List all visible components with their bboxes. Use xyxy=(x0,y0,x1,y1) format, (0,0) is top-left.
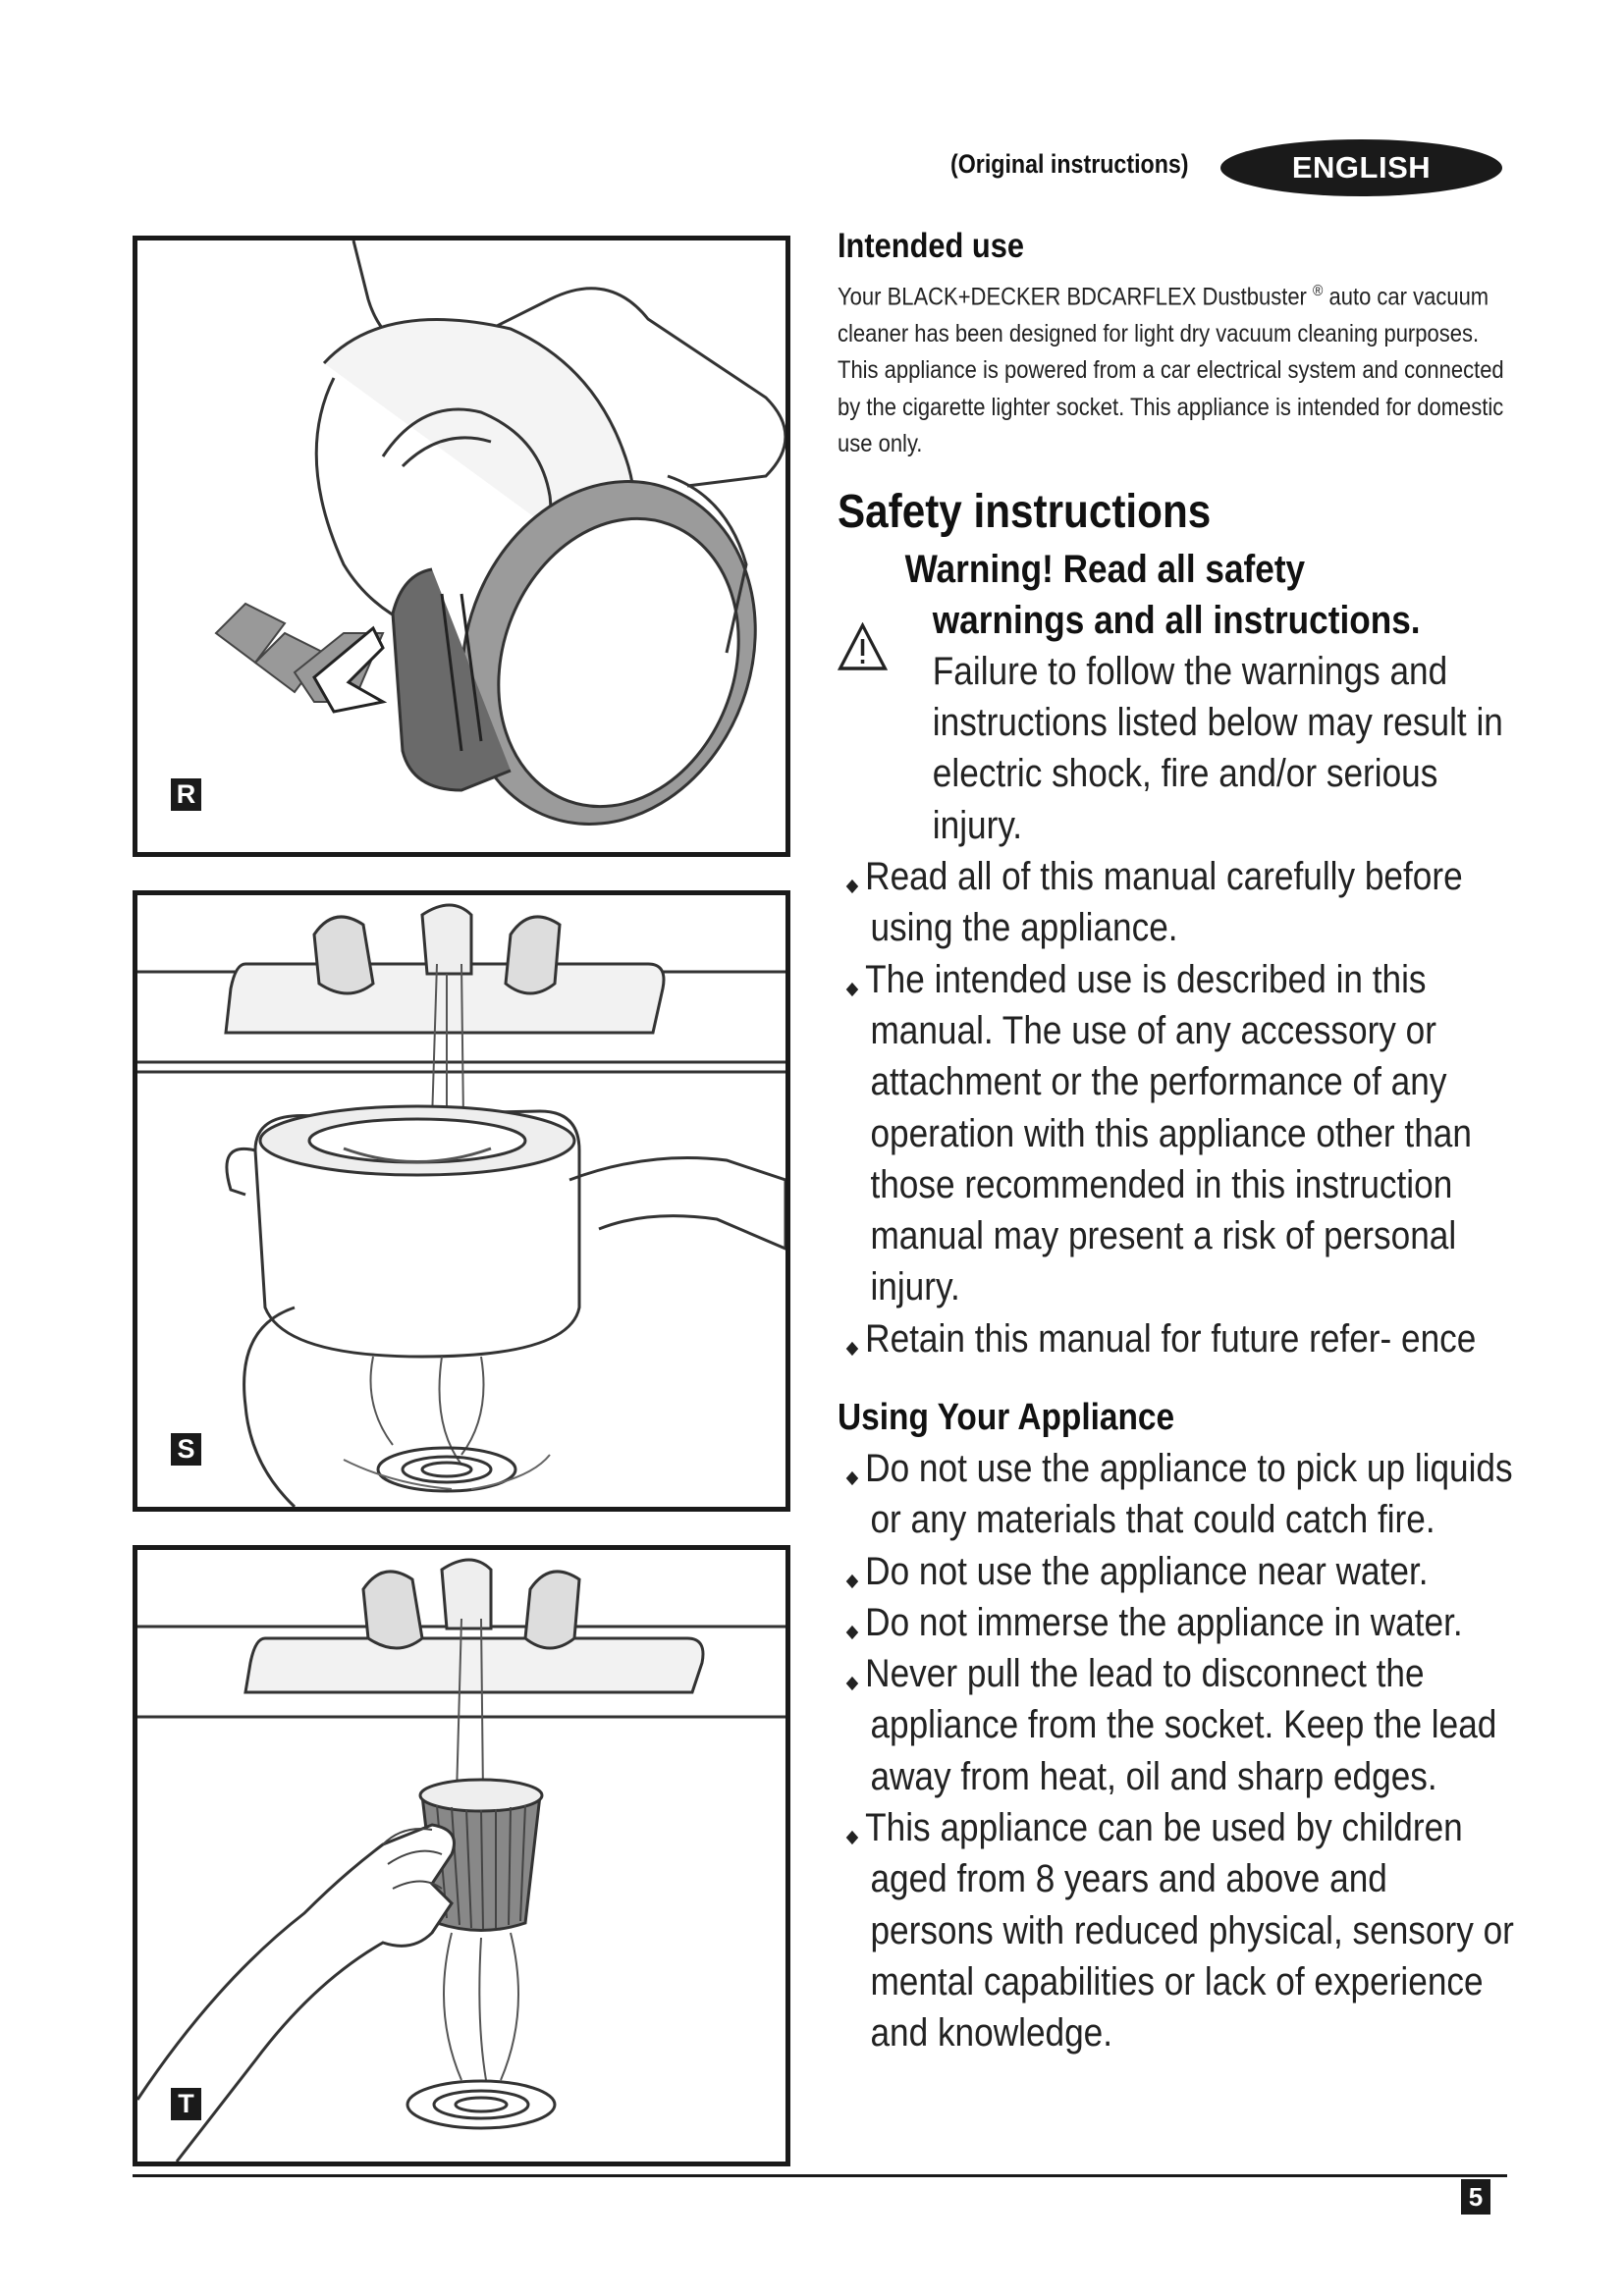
footer-divider xyxy=(133,2174,1507,2177)
bullet-diamond-icon xyxy=(846,1342,858,1356)
intended-use-body: auto car vacuum cleaner has been designed for light dry vacuum cleaning purposes. This appliance is powered from a car electrical system and connected by the cigarette lighter socket. This appliance is intended for domestic use only. xyxy=(838,283,1504,458)
figure-label-r: R xyxy=(171,778,201,811)
filter-removal-illustration xyxy=(137,240,785,852)
figure-label-s: S xyxy=(171,1433,201,1466)
figure-r xyxy=(133,236,790,857)
safety-section xyxy=(838,485,1515,1364)
warning-title-line2: warnings and all instructions. xyxy=(932,598,1421,642)
brand-model-text: Your BLACK+DECKER BDCARFLEX Dustbuster xyxy=(838,283,1307,311)
list-item: Read all of this manual carefully before using the appliance. xyxy=(838,851,1515,954)
text-column xyxy=(838,224,1515,2059)
page-header xyxy=(943,139,1507,198)
bullet-diamond-icon xyxy=(846,1575,858,1588)
figure-t xyxy=(133,1545,790,2166)
bowl-rinse-illustration xyxy=(137,895,785,1507)
safety-bullet-list xyxy=(838,851,1515,1364)
warning-title-line1: Warning! Read all safety xyxy=(904,547,1306,591)
bullet-diamond-icon xyxy=(846,1471,858,1485)
language-badge: ENGLISH xyxy=(1220,139,1502,196)
figure-label-t: T xyxy=(171,2088,201,2120)
bullet-diamond-icon xyxy=(846,983,858,996)
using-section xyxy=(838,1392,1515,2059)
figure-s xyxy=(133,890,790,1512)
filter-rinse-illustration xyxy=(137,1550,785,2162)
list-item: Do not use the appliance to pick up liquids or any materials that could catch fire. xyxy=(838,1443,1515,1546)
intended-use-text xyxy=(838,273,1515,463)
list-item: Never pull the lead to disconnect the appliance from the socket. Keep the lead away from heat, oil and sharp edges. xyxy=(838,1648,1515,1802)
list-item: This appliance can be used by children aged from 8 years and above and persons with reduced physical, sensory or mental capabilities or lack of experience and knowledge. xyxy=(838,1802,1515,2058)
warning-block xyxy=(838,544,1515,851)
safety-heading: Safety instructions xyxy=(838,485,1212,538)
using-heading: Using Your Appliance xyxy=(838,1396,1175,1438)
original-instructions-label: (Original instructions) xyxy=(950,149,1189,179)
intended-use-section xyxy=(838,224,1515,463)
list-item: The intended use is described in this manual. The use of any accessory or attachment or the performance of any operation with this appliance other than those recommended in this instruction manual may present a risk of personal injury. xyxy=(838,954,1515,1313)
list-item: Do not use the appliance near water. xyxy=(838,1546,1515,1597)
bullet-diamond-icon xyxy=(846,1677,858,1690)
list-item: Do not immerse the appliance in water. xyxy=(838,1597,1515,1648)
registered-mark: ® xyxy=(1313,283,1324,299)
bullet-diamond-icon xyxy=(846,880,858,893)
list-item: Retain this manual for future refer- ence xyxy=(838,1313,1515,1364)
bullet-diamond-icon xyxy=(846,1831,858,1844)
using-bullet-list xyxy=(838,1443,1515,2059)
warning-body: Failure to follow the warnings and instructions listed below may result in electric shock, fire and/or serious injury. xyxy=(932,649,1503,847)
intended-use-heading: Intended use xyxy=(838,227,1024,265)
page-number: 5 xyxy=(1461,2179,1490,2215)
bullet-diamond-icon xyxy=(846,1626,858,1639)
warning-triangle-icon xyxy=(838,622,888,671)
